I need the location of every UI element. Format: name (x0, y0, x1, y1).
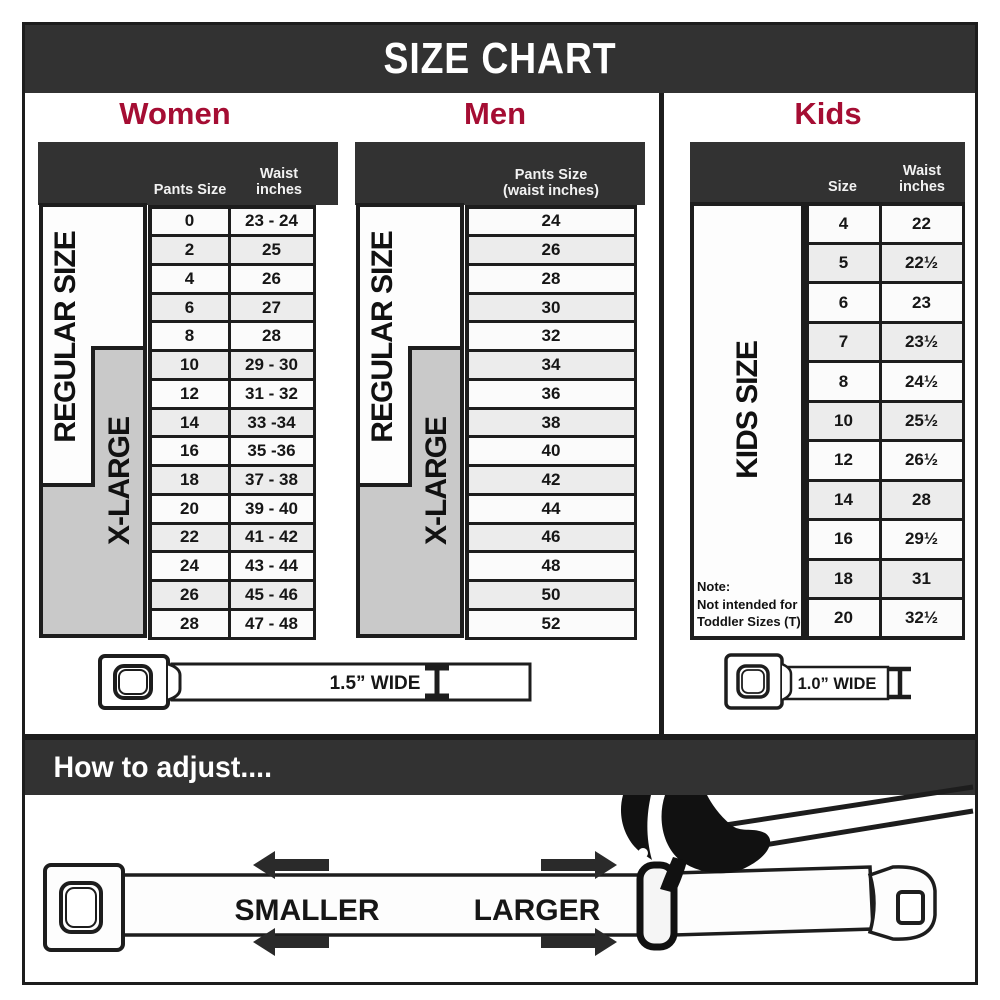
table-row (467, 293, 635, 322)
men-size-table (355, 142, 645, 640)
pants-size-cell: 48 (469, 553, 634, 579)
table-row (467, 264, 635, 293)
adult-belt-width-label: 1.5” WIDE (329, 673, 421, 694)
table-row (150, 293, 314, 322)
adult-belt-buckle-latch (168, 664, 180, 700)
women-col-waist: Waist inches (256, 165, 302, 199)
how-to-adjust-panel (22, 737, 978, 985)
size-cell: 8 (809, 363, 879, 399)
pants-size-cell: 30 (469, 295, 634, 321)
adjust-diagram (25, 795, 975, 982)
waist-inches-cell: 45 - 46 (231, 582, 313, 608)
table-row (150, 322, 314, 351)
women-label-header-bg (38, 142, 148, 205)
table-row (807, 322, 963, 361)
waist-inches-cell: 22 (882, 206, 962, 242)
kids-rows (805, 202, 965, 640)
pants-size-cell: 10 (152, 352, 228, 378)
waist-inches-cell: 28 (231, 323, 313, 349)
kids-belt-buckle-latch (782, 664, 791, 700)
pants-size-cell: 28 (469, 266, 634, 292)
waist-inches-cell: 33 -34 (231, 410, 313, 436)
table-row (807, 441, 963, 480)
waist-inches-cell: 32½ (882, 600, 962, 636)
waist-inches-cell: 35 -36 (231, 438, 313, 464)
table-row (807, 520, 963, 559)
pants-size-cell: 36 (469, 381, 634, 407)
larger-label: LARGER (473, 894, 601, 927)
waist-inches-cell: 26 (231, 266, 313, 292)
pants-size-cell: 24 (469, 209, 634, 235)
table-row (467, 523, 635, 552)
table-row (150, 351, 314, 380)
belt-tip-slot (898, 892, 923, 923)
waist-inches-cell: 43 - 44 (231, 553, 313, 579)
kids-section-divider (659, 93, 664, 734)
table-row (807, 283, 963, 322)
waist-inches-cell: 23½ (882, 324, 962, 360)
size-cell: 12 (809, 442, 879, 478)
men-xlarge-label: X-LARGE (420, 417, 453, 545)
men-rows (465, 205, 637, 640)
table-row (150, 466, 314, 495)
kids-buckle-button-inner (742, 670, 764, 693)
title-bar (25, 25, 975, 93)
adjust-title: How to adjust.... (53, 750, 272, 784)
table-row (467, 581, 635, 610)
waist-inches-cell: 24½ (882, 363, 962, 399)
men-col-pants-size: Pants Size (waist inches) (503, 166, 599, 200)
kids-note: Note: Not intended for Toddler Sizes (T) (697, 579, 801, 630)
pants-size-cell: 6 (152, 295, 228, 321)
table-row (467, 552, 635, 581)
women-title: Women (119, 96, 231, 131)
pants-size-cell: 34 (469, 352, 634, 378)
table-row (467, 408, 635, 437)
size-cell: 14 (809, 482, 879, 518)
size-cell: 5 (809, 245, 879, 281)
kids-size-table (690, 142, 965, 640)
pants-size-cell: 28 (152, 611, 228, 637)
table-row (467, 322, 635, 351)
adjust-buckle-button-inner (66, 888, 96, 927)
adjust-title-bar (25, 740, 975, 795)
table-row (150, 609, 314, 638)
fingernail (638, 848, 648, 858)
pants-size-cell: 22 (152, 525, 228, 551)
size-cell: 7 (809, 324, 879, 360)
pants-size-cell: 8 (152, 323, 228, 349)
women-xlarge-label: X-LARGE (103, 417, 136, 545)
page-title: SIZE CHART (383, 34, 617, 83)
waist-inches-cell: 29 - 30 (231, 352, 313, 378)
table-row (467, 609, 635, 638)
table-row (467, 351, 635, 380)
men-title: Men (464, 96, 526, 131)
waist-inches-cell: 41 - 42 (231, 525, 313, 551)
table-row (467, 494, 635, 523)
table-row (150, 379, 314, 408)
smaller-label: SMALLER (234, 894, 380, 927)
waist-inches-cell: 25½ (882, 403, 962, 439)
waist-inches-cell: 31 - 32 (231, 381, 313, 407)
waist-inches-cell: 39 - 40 (231, 496, 313, 522)
size-cell: 4 (809, 206, 879, 242)
waist-inches-cell: 31 (882, 561, 962, 597)
waist-inches-cell: 23 (882, 284, 962, 320)
pants-size-cell: 12 (152, 381, 228, 407)
table-row (150, 494, 314, 523)
table-row (807, 599, 963, 638)
pants-size-cell: 16 (152, 438, 228, 464)
kids-width-indicator-icon (889, 669, 911, 697)
pants-size-cell: 18 (152, 467, 228, 493)
adult-buckle-button-inner (119, 670, 147, 694)
waist-inches-cell: 47 - 48 (231, 611, 313, 637)
table-row (150, 264, 314, 293)
men-label-header-bg (355, 142, 465, 205)
table-row (150, 408, 314, 437)
waist-inches-cell: 27 (231, 295, 313, 321)
pants-size-cell: 2 (152, 237, 228, 263)
table-row (807, 243, 963, 282)
pants-size-cell: 40 (469, 438, 634, 464)
waist-inches-cell: 26½ (882, 442, 962, 478)
size-cell: 16 (809, 521, 879, 557)
pants-size-cell: 42 (469, 467, 634, 493)
size-cell: 18 (809, 561, 879, 597)
waist-inches-cell: 28 (882, 482, 962, 518)
table-row (807, 559, 963, 598)
table-row (807, 204, 963, 243)
table-row (150, 523, 314, 552)
kids-col-size: Size (827, 179, 857, 196)
waist-inches-cell: 23 - 24 (231, 209, 313, 235)
pants-size-cell: 46 (469, 525, 634, 551)
pants-size-cell: 24 (152, 553, 228, 579)
kids-belt-width-label: 1.0” WIDE (797, 675, 877, 693)
table-row (467, 466, 635, 495)
pants-size-cell: 50 (469, 582, 634, 608)
size-cell: 10 (809, 403, 879, 439)
waist-inches-cell: 25 (231, 237, 313, 263)
table-row (150, 581, 314, 610)
table-row (467, 379, 635, 408)
pants-size-cell: 4 (152, 266, 228, 292)
pants-size-cell: 0 (152, 209, 228, 235)
pants-size-cell: 26 (469, 237, 634, 263)
kids-title: Kids (794, 96, 862, 131)
table-row (150, 207, 314, 236)
pants-size-cell: 32 (469, 323, 634, 349)
table-row (467, 236, 635, 265)
table-row (807, 362, 963, 401)
pants-size-cell: 20 (152, 496, 228, 522)
adult-belt-illustration (88, 648, 538, 714)
size-cell: 6 (809, 284, 879, 320)
women-regular-size-label: REGULAR SIZE (49, 231, 82, 443)
men-regular-size-label: REGULAR SIZE (366, 231, 399, 443)
kids-belt-illustration (718, 650, 948, 716)
table-row (467, 207, 635, 236)
pants-size-cell: 14 (152, 410, 228, 436)
table-row (467, 437, 635, 466)
table-row (150, 236, 314, 265)
waist-inches-cell: 29½ (882, 521, 962, 557)
table-row (807, 401, 963, 440)
women-rows (148, 205, 316, 640)
pants-size-cell: 26 (152, 582, 228, 608)
waist-inches-cell: 22½ (882, 245, 962, 281)
strap-right (674, 867, 873, 935)
pants-size-cell: 38 (469, 410, 634, 436)
size-cell: 20 (809, 600, 879, 636)
women-size-table (38, 142, 338, 640)
pants-size-cell: 52 (469, 611, 634, 637)
table-row (150, 552, 314, 581)
table-row (150, 437, 314, 466)
kids-col-waist: Waist inches (899, 162, 945, 196)
women-col-pants-size: Pants Size (153, 182, 227, 199)
table-row (807, 480, 963, 519)
kids-size-label: KIDS SIZE (731, 341, 764, 479)
pants-size-cell: 44 (469, 496, 634, 522)
waist-inches-cell: 37 - 38 (231, 467, 313, 493)
